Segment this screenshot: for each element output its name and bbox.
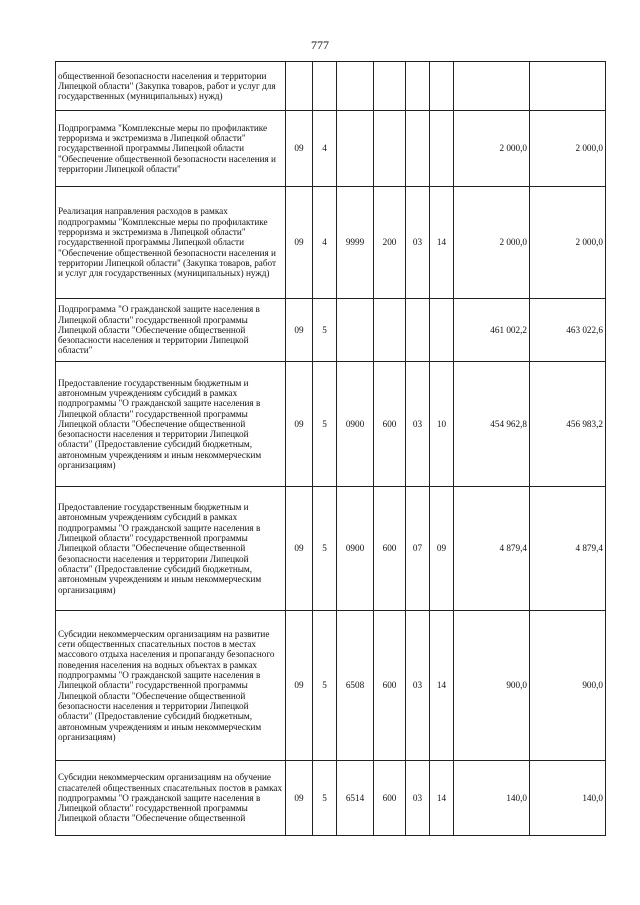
- cell-amount-2: 4 879,4: [530, 487, 606, 611]
- cell-amount-1: 900,0: [454, 611, 530, 761]
- cell-expense-type: [374, 111, 406, 187]
- cell-target-code: 0900: [337, 487, 374, 611]
- cell-code-2: 14: [430, 761, 454, 836]
- cell-subsection: 5: [313, 362, 337, 487]
- cell-subsection: 5: [313, 487, 337, 611]
- cell-subsection: 4: [313, 111, 337, 187]
- cell-code-2: [430, 62, 454, 111]
- cell-code-1: 07: [406, 487, 430, 611]
- cell-code-1: 03: [406, 761, 430, 836]
- cell-section: 09: [286, 299, 313, 362]
- cell-amount-2: 2 000,0: [530, 111, 606, 187]
- table-row: [56, 487, 606, 611]
- cell-target-code: 0900: [337, 362, 374, 487]
- cell-section: [286, 62, 313, 111]
- cell-code-1: [406, 299, 430, 362]
- cell-code-1: [406, 111, 430, 187]
- cell-expense-type: [374, 299, 406, 362]
- table-row: [56, 62, 606, 111]
- cell-subsection: [313, 62, 337, 111]
- page-number: 777: [311, 38, 329, 52]
- cell-code-1: [406, 62, 430, 111]
- cell-code-2: [430, 299, 454, 362]
- cell-target-code: [337, 111, 374, 187]
- cell-code-1: 03: [406, 362, 430, 487]
- row-name: Реализация направления расходов в рамках подпрограммы "Комплексные меры по профилактике терроризма и экстремизма в Липецкой области" государственной программы Липецкой области "Обеспечение общественной безопасности населения и территории Липецкой области" (Закупка товаров, работ и услуг для государственных (муниципальных) нужд): [56, 187, 286, 299]
- table-row: [56, 761, 606, 836]
- cell-target-code: 9999: [337, 187, 374, 299]
- cell-target-code: [337, 299, 374, 362]
- cell-section: 09: [286, 187, 313, 299]
- cell-amount-1: 2 000,0: [454, 187, 530, 299]
- cell-section: 09: [286, 111, 313, 187]
- table-row: [56, 362, 606, 487]
- table-row: [56, 299, 606, 362]
- cell-amount-1: 2 000,0: [454, 111, 530, 187]
- cell-section: 09: [286, 487, 313, 611]
- cell-amount-2: 900,0: [530, 611, 606, 761]
- cell-amount-2: [530, 62, 606, 111]
- cell-code-2: 09: [430, 487, 454, 611]
- table-row: [56, 611, 606, 761]
- cell-target-code: 6508: [337, 611, 374, 761]
- cell-amount-2: 2 000,0: [530, 187, 606, 299]
- row-name: Подпрограмма "Комплексные меры по профилактике терроризма и экстремизма в Липецкой области" государственной программы Липецкой области "Обеспечение общественной безопасности населения и территории Липецкой области": [56, 111, 286, 187]
- cell-amount-1: 461 002,2: [454, 299, 530, 362]
- cell-section: 09: [286, 611, 313, 761]
- row-name: Субсидии некоммерческим организациям на обучение спасателей общественных спасательных постов в рамках подпрограммы "О гражданской защите населения в Липецкой области" государственной программы Липецкой области "Обеспечение общественной: [56, 761, 286, 836]
- cell-expense-type: 600: [374, 487, 406, 611]
- cell-code-2: 14: [430, 187, 454, 299]
- cell-expense-type: [374, 62, 406, 111]
- row-name: Предоставление государственным бюджетным и автономным учреждениям субсидий в рамках подпрограммы "О гражданской защите населения в Липецкой области" государственной программы Липецкой области "Обеспечение общественной безопасности населения и территории Липецкой области" (Предоставление субсидий бюджетным, автономным учреждениям и иным некоммерческим организациям): [56, 487, 286, 611]
- cell-amount-1: 4 879,4: [454, 487, 530, 611]
- row-name: Субсидии некоммерческим организациям на развитие сети общественных спасательных постов в местах массового отдыха населения и пропаганду безопасного поведения населения на водных объектах в рамках подпрограммы "О гражданской защите населения в Липецкой области" государственной программы Липецкой области "Обеспечение общественной безопасности населения и территории Липецкой области" (Предоставление субсидий бюджетным, автономным учреждениям и иным некоммерческим организациям): [56, 611, 286, 761]
- budget-table: [55, 61, 606, 836]
- cell-amount-2: 456 983,2: [530, 362, 606, 487]
- row-name: Подпрограмма "О гражданской защите населения в Липецкой области" государственной программы Липецкой области "Обеспечение общественной безопасности населения и территории Липецкой области": [56, 299, 286, 362]
- cell-amount-2: 463 022,6: [530, 299, 606, 362]
- cell-amount-2: 140,0: [530, 761, 606, 836]
- cell-code-2: 14: [430, 611, 454, 761]
- cell-subsection: 5: [313, 611, 337, 761]
- cell-amount-1: 454 962,8: [454, 362, 530, 487]
- row-name: общественной безопасности населения и территории Липецкой области" (Закупка товаров, работ и услуг для государственных (муниципальных) нужд): [56, 62, 286, 111]
- cell-code-1: 03: [406, 611, 430, 761]
- cell-expense-type: 600: [374, 611, 406, 761]
- cell-code-2: [430, 111, 454, 187]
- cell-subsection: 4: [313, 187, 337, 299]
- table-row: [56, 111, 606, 187]
- cell-section: 09: [286, 362, 313, 487]
- cell-expense-type: 600: [374, 362, 406, 487]
- row-name: Предоставление государственным бюджетным и автономным учреждениям субсидий в рамках подпрограммы "О гражданской защите населения в Липецкой области" государственной программы Липецкой области "Обеспечение общественной безопасности населения и территории Липецкой области" (Предоставление субсидий бюджетным, автономным учреждениям и иным некоммерческим организациям): [56, 362, 286, 487]
- cell-code-2: 10: [430, 362, 454, 487]
- cell-section: 09: [286, 761, 313, 836]
- cell-amount-1: 140,0: [454, 761, 530, 836]
- table-row: [56, 187, 606, 299]
- cell-amount-1: [454, 62, 530, 111]
- cell-subsection: 5: [313, 761, 337, 836]
- cell-target-code: [337, 62, 374, 111]
- cell-subsection: 5: [313, 299, 337, 362]
- cell-expense-type: 600: [374, 761, 406, 836]
- cell-code-1: 03: [406, 187, 430, 299]
- cell-target-code: 6514: [337, 761, 374, 836]
- cell-expense-type: 200: [374, 187, 406, 299]
